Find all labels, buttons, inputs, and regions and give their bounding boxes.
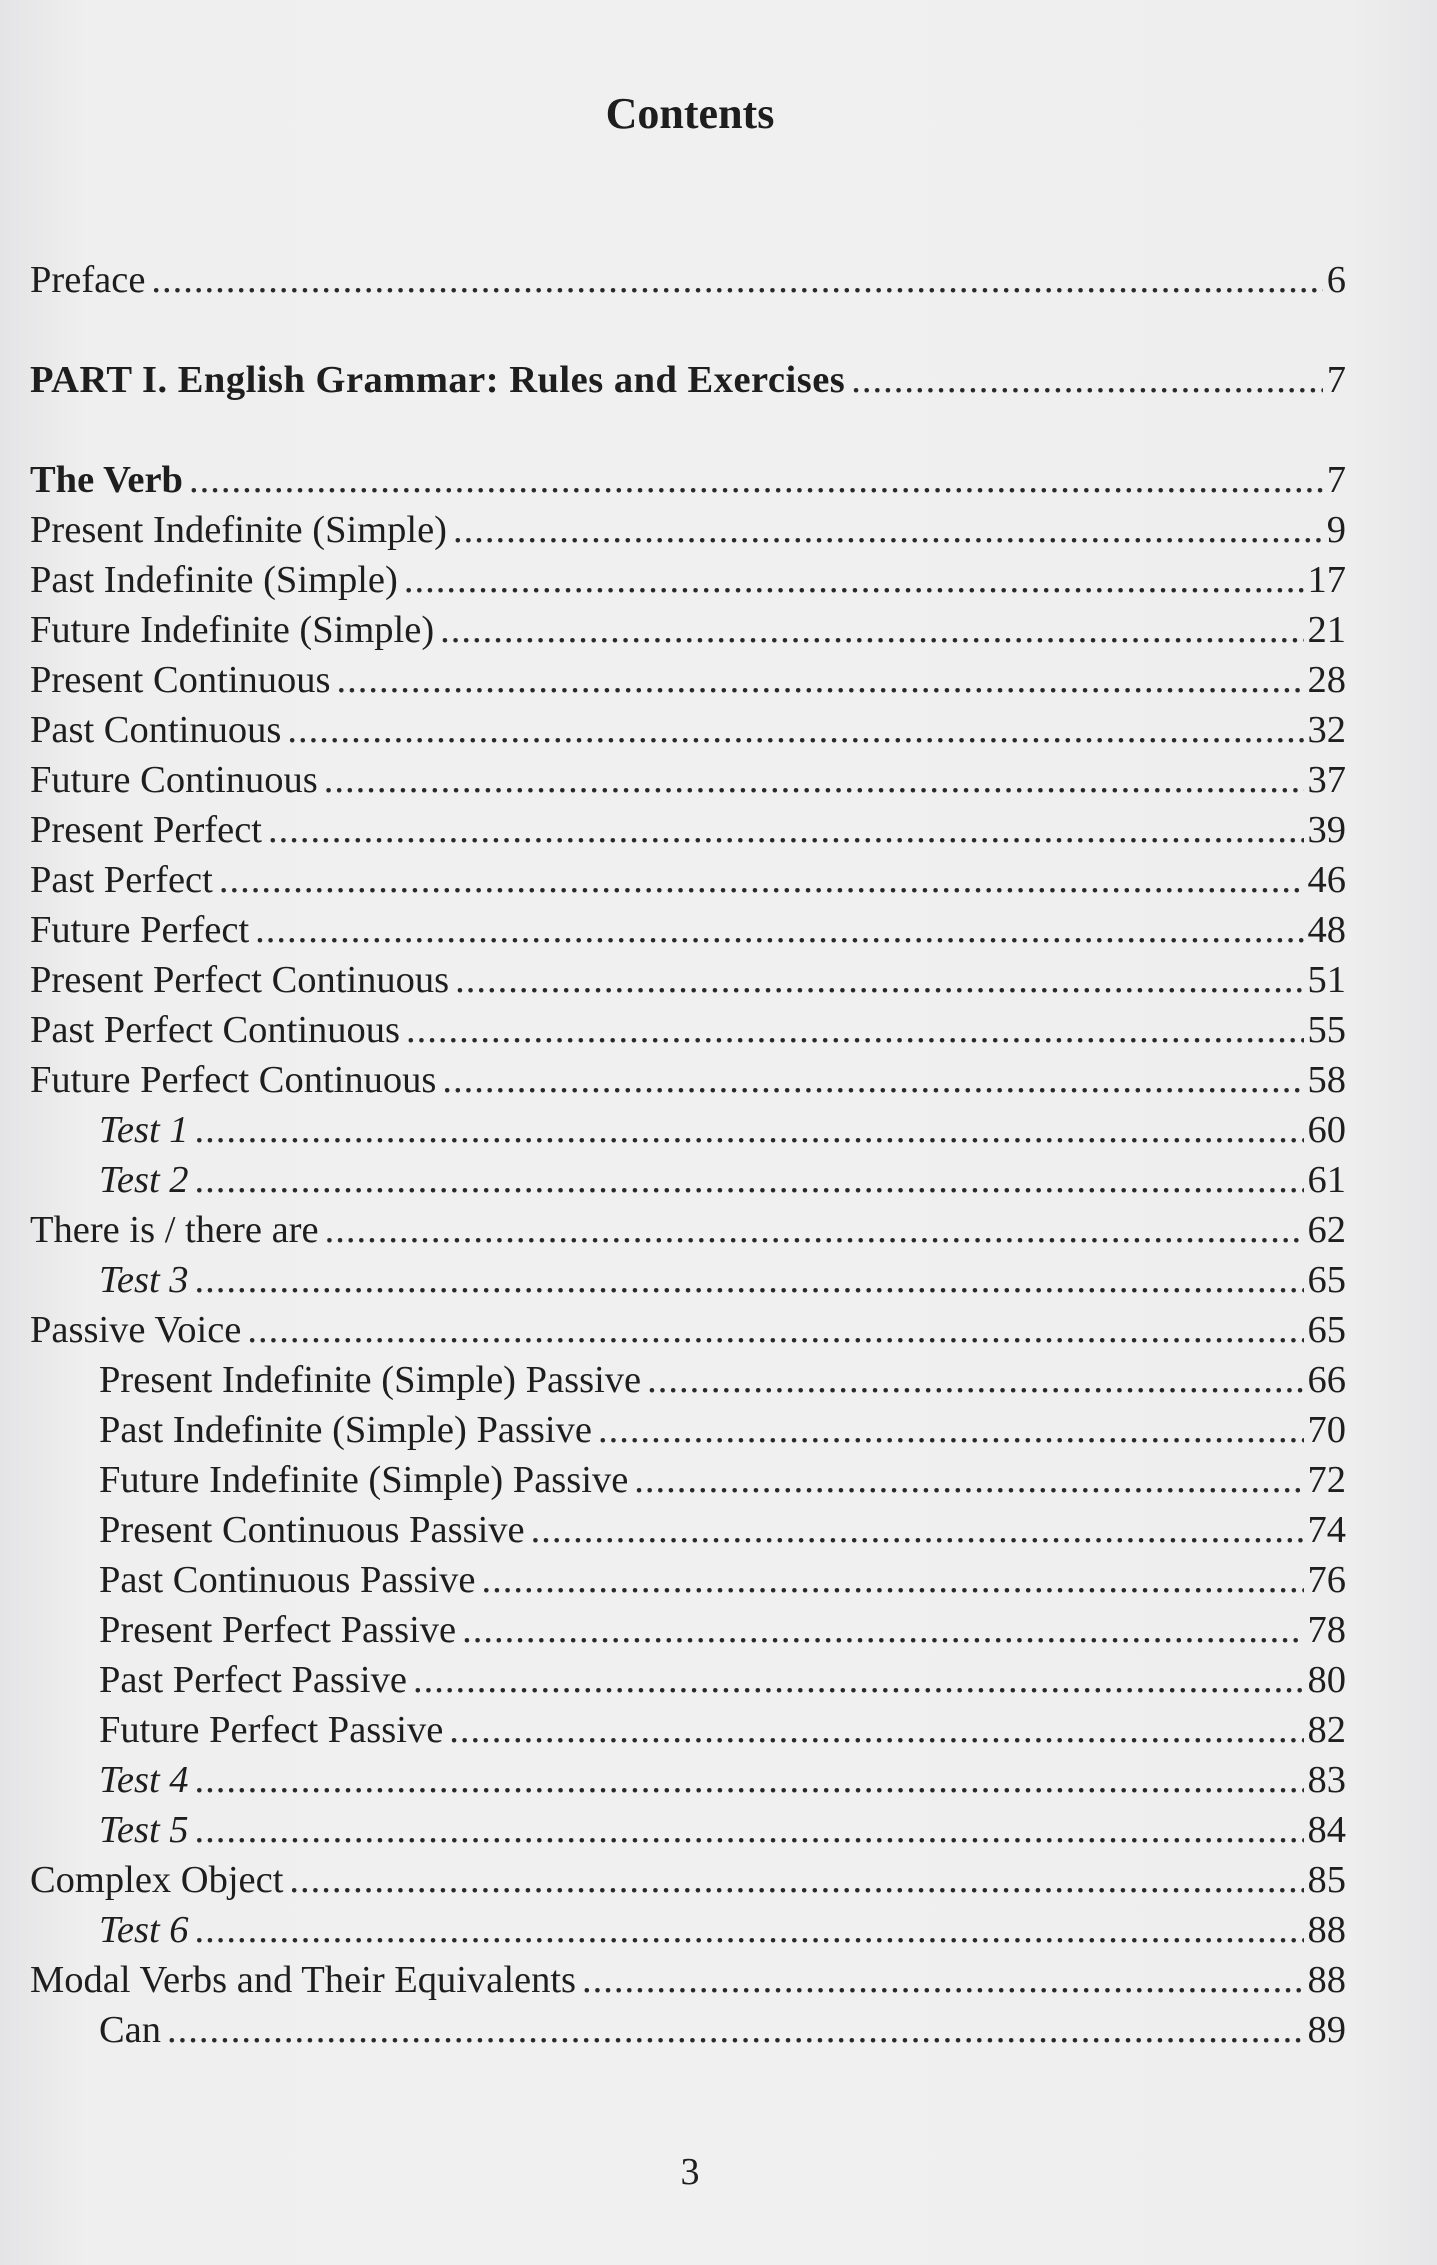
toc-label: Past Indefinite (Simple) [30, 559, 398, 601]
toc-entry-sub [30, 1655, 1346, 1705]
toc-label: Test 1 [99, 1109, 189, 1151]
toc-label: Future Perfect Continuous [30, 1059, 437, 1101]
toc-page-number: 83 [1307, 1759, 1346, 1801]
toc-label: Future Indefinite (Simple) Passive [99, 1459, 629, 1501]
dot-leader [481, 1555, 1303, 1605]
toc-label: Present Perfect [30, 809, 262, 851]
dot-leader [219, 855, 1304, 905]
toc-entry-sub [30, 1705, 1346, 1755]
toc-page-number: 58 [1307, 1059, 1346, 1101]
toc-page-number: 9 [1326, 509, 1346, 551]
toc-label: Test 6 [99, 1909, 189, 1951]
toc-entry-preface [30, 255, 1346, 305]
toc-page-number: 70 [1307, 1409, 1346, 1451]
dot-leader [647, 1355, 1303, 1405]
toc-entry [30, 855, 1346, 905]
toc-label: Preface [30, 259, 146, 301]
dot-leader [404, 555, 1304, 605]
toc-page-number: 55 [1307, 1009, 1346, 1051]
toc-page-number: 6 [1326, 259, 1346, 301]
toc-entry [30, 955, 1346, 1005]
toc-entry-part-1 [30, 355, 1346, 405]
dot-leader [462, 1605, 1303, 1655]
toc-entry-the-verb [30, 455, 1346, 505]
toc-label: Test 3 [99, 1259, 189, 1301]
dot-leader [440, 605, 1303, 655]
toc-page-number: 88 [1307, 1959, 1346, 2001]
toc-page-number: 60 [1307, 1109, 1346, 1151]
toc-page-number: 76 [1307, 1559, 1346, 1601]
toc-page-number: 80 [1307, 1659, 1346, 1701]
toc-label: Future Continuous [30, 759, 318, 801]
toc-label: Past Continuous [30, 709, 282, 751]
toc-page-number: 65 [1307, 1309, 1346, 1351]
toc-entry [30, 505, 1346, 555]
toc-entry-sub [30, 1555, 1346, 1605]
toc-entry-test [30, 1155, 1346, 1205]
toc-page-number: 66 [1307, 1359, 1346, 1401]
toc-label: Can [99, 2009, 162, 2051]
dot-leader [195, 1905, 1304, 1955]
toc-entry [30, 1005, 1346, 1055]
toc-label: Past Perfect [30, 859, 213, 901]
table-of-contents [30, 255, 1346, 2055]
toc-entry [30, 1055, 1346, 1105]
toc-entry-test [30, 1755, 1346, 1805]
toc-page-number: 89 [1307, 2009, 1346, 2051]
toc-label: Present Continuous [30, 659, 331, 701]
toc-page-number: 85 [1307, 1859, 1346, 1901]
dot-leader [449, 1705, 1303, 1755]
toc-entry-test [30, 1905, 1346, 1955]
toc-entry [30, 755, 1346, 805]
toc-label: Present Perfect Continuous [30, 959, 450, 1001]
toc-page-number: 51 [1307, 959, 1346, 1001]
toc-label: PART I. English Grammar: Rules and Exercises [30, 359, 846, 401]
dot-leader [337, 655, 1304, 705]
toc-page-number: 17 [1307, 559, 1346, 601]
toc-entry [30, 655, 1346, 705]
toc-entry [30, 1855, 1346, 1905]
toc-label: Past Indefinite (Simple) Passive [99, 1409, 592, 1451]
dot-leader [634, 1455, 1303, 1505]
dot-leader [598, 1405, 1304, 1455]
toc-label: Future Indefinite (Simple) [30, 609, 435, 651]
toc-label: The Verb [30, 459, 183, 501]
toc-label: Future Perfect [30, 909, 250, 951]
dot-leader [324, 755, 1304, 805]
dot-leader [167, 2005, 1303, 2055]
toc-entry [30, 905, 1346, 955]
toc-page-number: 46 [1307, 859, 1346, 901]
toc-label: Test 2 [99, 1159, 189, 1201]
toc-page-number: 74 [1307, 1509, 1346, 1551]
toc-label: Present Indefinite (Simple) Passive [99, 1359, 642, 1401]
dot-leader [413, 1655, 1304, 1705]
toc-entry-sub [30, 1355, 1346, 1405]
toc-page-number: 84 [1307, 1809, 1346, 1851]
dot-leader [453, 505, 1323, 555]
dot-leader [531, 1505, 1304, 1555]
toc-label: Past Continuous Passive [99, 1559, 476, 1601]
toc-entry [30, 1955, 1346, 2005]
dot-leader [195, 1155, 1304, 1205]
toc-label: Test 4 [99, 1759, 189, 1801]
toc-entry-test [30, 1255, 1346, 1305]
toc-page-number: 61 [1307, 1159, 1346, 1201]
toc-label: Present Indefinite (Simple) [30, 509, 447, 551]
toc-page-number: 82 [1307, 1709, 1346, 1751]
page-title: Contents [605, 89, 775, 138]
dot-leader [406, 1005, 1304, 1055]
toc-page-number: 37 [1307, 759, 1346, 801]
toc-page-number: 48 [1307, 909, 1346, 951]
toc-page-number: 39 [1307, 809, 1346, 851]
toc-label: Modal Verbs and Their Equivalents [30, 1959, 577, 2001]
toc-label: Future Perfect Passive [99, 1709, 444, 1751]
toc-entry [30, 705, 1346, 755]
toc-entry [30, 1205, 1346, 1255]
dot-leader [287, 705, 1303, 755]
toc-page-number: 7 [1326, 459, 1346, 501]
toc-label: Past Perfect Continuous [30, 1009, 400, 1051]
toc-page-number: 7 [1326, 359, 1346, 401]
toc-entry [30, 1305, 1346, 1355]
toc-entry [30, 605, 1346, 655]
dot-leader [151, 255, 1322, 305]
dot-leader [289, 1855, 1303, 1905]
dot-leader [195, 1805, 1304, 1855]
toc-entry-test [30, 1805, 1346, 1855]
toc-entry [30, 555, 1346, 605]
toc-page-number: 72 [1307, 1459, 1346, 1501]
toc-label: Passive Voice [30, 1309, 242, 1351]
dot-leader [255, 905, 1303, 955]
toc-entry-sub [30, 1505, 1346, 1555]
dot-leader [189, 455, 1323, 505]
dot-leader [582, 1955, 1303, 2005]
toc-page-number: 78 [1307, 1609, 1346, 1651]
toc-label: Past Perfect Passive [99, 1659, 407, 1701]
toc-entry-sub [30, 1405, 1346, 1455]
dot-leader [247, 1305, 1303, 1355]
dot-leader [195, 1755, 1304, 1805]
toc-page-number: 62 [1307, 1209, 1346, 1251]
toc-entry-sub [30, 1455, 1346, 1505]
page-number: 3 [680, 2151, 700, 2193]
toc-entry [30, 805, 1346, 855]
toc-label: There is / there are [30, 1209, 319, 1251]
toc-page-number: 32 [1307, 709, 1346, 751]
toc-label: Present Continuous Passive [99, 1509, 525, 1551]
dot-leader [851, 355, 1322, 405]
dot-leader [268, 805, 1304, 855]
dot-leader [455, 955, 1303, 1005]
toc-page-number: 21 [1307, 609, 1346, 651]
dot-leader [442, 1055, 1303, 1105]
dot-leader [325, 1205, 1304, 1255]
dot-leader [195, 1255, 1304, 1305]
toc-page-number: 88 [1307, 1909, 1346, 1951]
dot-leader [195, 1105, 1304, 1155]
toc-entry-sub [30, 2005, 1346, 2055]
toc-entry-sub [30, 1605, 1346, 1655]
toc-page-number: 28 [1307, 659, 1346, 701]
toc-page-number: 65 [1307, 1259, 1346, 1301]
toc-label: Test 5 [99, 1809, 189, 1851]
toc-label: Complex Object [30, 1859, 284, 1901]
toc-entry-test [30, 1105, 1346, 1155]
toc-label: Present Perfect Passive [99, 1609, 457, 1651]
